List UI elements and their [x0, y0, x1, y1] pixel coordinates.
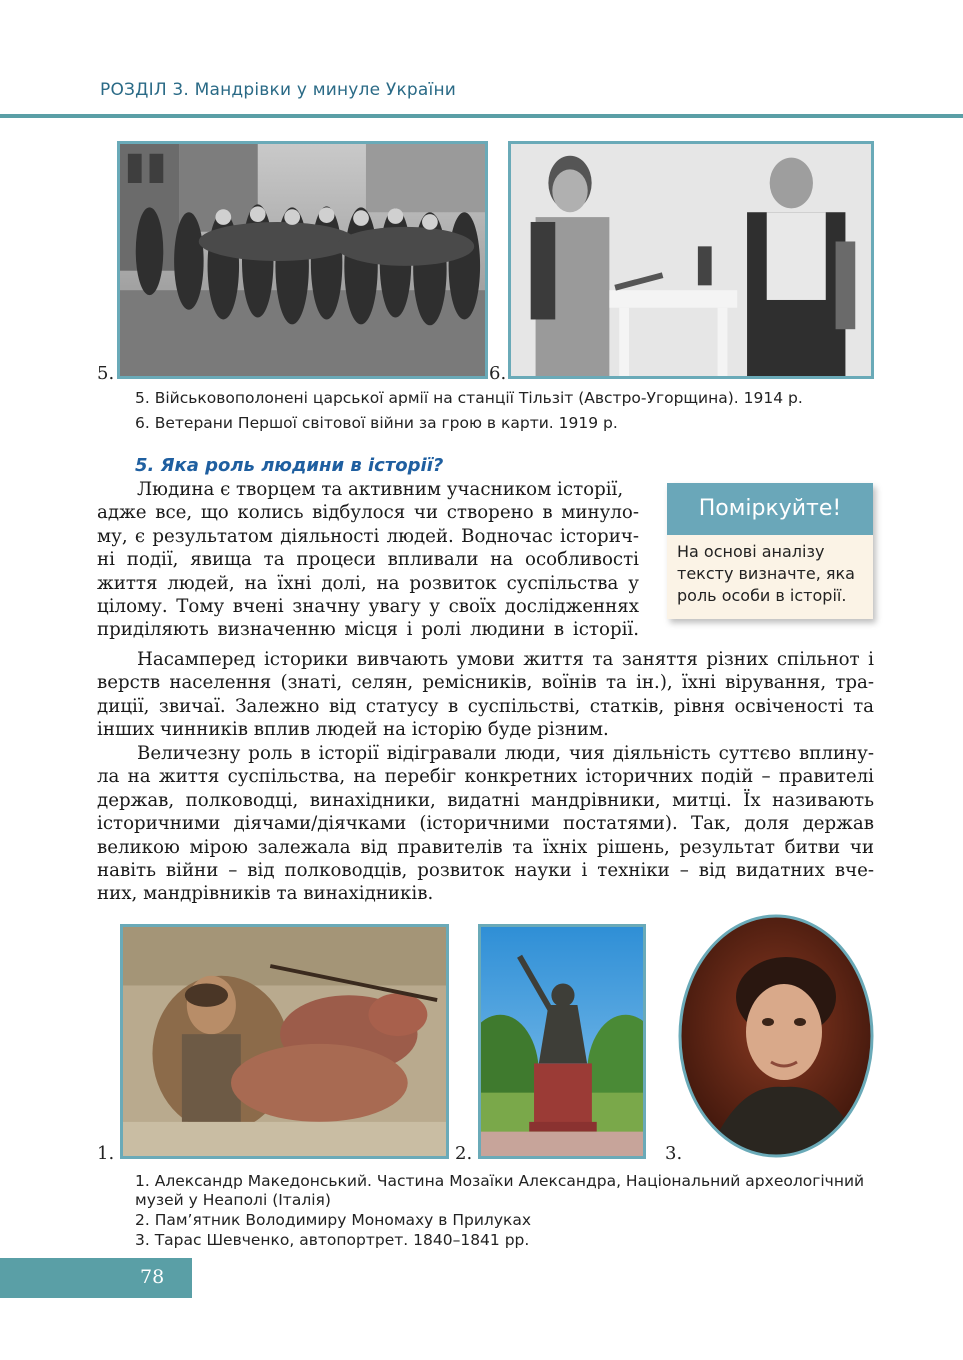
text-line: цілому. Тому вчені значну увагу у своїх дослідженнях — [97, 596, 639, 618]
text-line: Людина є творцем та активним учасником історії, — [137, 479, 624, 500]
text-line: великою мірою залежала від правителів та їхніх рішень, результат битви чи — [97, 836, 874, 858]
paragraph-2 — [97, 648, 874, 742]
text-line: диції, звичаї. Залежно від статусу в суспільстві, статків, рівня освіченості та — [97, 695, 874, 717]
think-callout-box — [667, 483, 873, 619]
think-callout-text: На основі аналізу тексту визначте, яка роль особи в історії. — [677, 542, 855, 605]
paragraph-3 — [97, 742, 874, 906]
text-line: життя людей, на їхні долі, на розвиток суспільства у — [97, 572, 639, 594]
text-line: них, мандрівників та винахідників. — [97, 883, 434, 905]
figure-number-5: 5. — [97, 363, 115, 384]
text-line: му, є результатом діяльності людей. Водночас історич- — [97, 525, 639, 547]
image-alexander-mosaic — [120, 924, 449, 1159]
text-line: Насамперед історики вивчають умови життя та заняття різних спільнот і — [137, 649, 874, 670]
chapter-header: РОЗДІЛ 3. Мандрівки у минуле України — [100, 80, 457, 100]
caption-figure-3: 3. Тарас Шевченко, автопортрет. 1840–1841 рр. — [135, 1231, 530, 1249]
text-line: навіть війни – від полководців, розвиток науки і техніки – від видатних вче- — [97, 860, 874, 882]
caption-figure-1-continued: музей у Неаполі (Італія) — [135, 1191, 331, 1209]
caption-figure-1: 1. Александр Македонський. Частина Мозаїки Александра, Національний археологічний — [135, 1172, 865, 1190]
text-line: приділяють визначенню місця і ролі людини в історії. — [97, 619, 639, 641]
caption-figure-2: 2. Пам’ятник Володимиру Мономаху в Прилуках — [135, 1211, 532, 1229]
photo-veterans-playing-cards — [508, 141, 874, 379]
text-line: адже все, що колись відбулося чи створено в минуло- — [97, 502, 639, 524]
image-volodymyr-monomakh-monument — [478, 924, 646, 1159]
text-line: ла на життя суспільства, на перебіг конкретних історичних подій – правителі — [97, 766, 874, 788]
text-line: держав, полководці, винахідники, видатні мандрівники, митці. Їх називають — [97, 789, 874, 811]
text-line: інших чинників вплив людей на історію буде різним. — [97, 719, 609, 741]
figure-number-6: 6. — [489, 363, 507, 384]
figure-number-1: 1. — [97, 1143, 115, 1164]
figure-number-2: 2. — [455, 1143, 473, 1164]
page-number: 78 — [140, 1266, 165, 1288]
caption-figure-6: 6. Ветерани Першої світової війни за грою в карти. 1919 р. — [135, 414, 618, 432]
photo-prisoners-of-war — [117, 141, 488, 379]
caption-figure-5: 5. Військовополонені царської армії на станції Тільзіт (Австро-Угорщина). 1914 р. — [135, 389, 803, 407]
text-line: історичними діячами/діячками (історичними постатями). Так, доля держав — [97, 813, 874, 835]
section-heading: 5. Яка роль людини в історії? — [135, 455, 444, 476]
header-divider — [0, 114, 963, 118]
think-callout-title: Поміркуйте! — [667, 483, 873, 535]
image-taras-shevchenko-self-portrait — [676, 912, 876, 1160]
text-line: ні події, явища та процеси впливали на особливості — [97, 549, 639, 571]
paragraph-1 — [97, 478, 639, 642]
text-line: Величезну роль в історії відігравали люди, чия діяльність суттєво вплину- — [137, 743, 874, 764]
text-line: верств населення (знаті, селян, ремісників, воїнів та ін.), їхні вірування, тра- — [97, 672, 874, 694]
figure-number-3: 3. — [665, 1143, 683, 1164]
